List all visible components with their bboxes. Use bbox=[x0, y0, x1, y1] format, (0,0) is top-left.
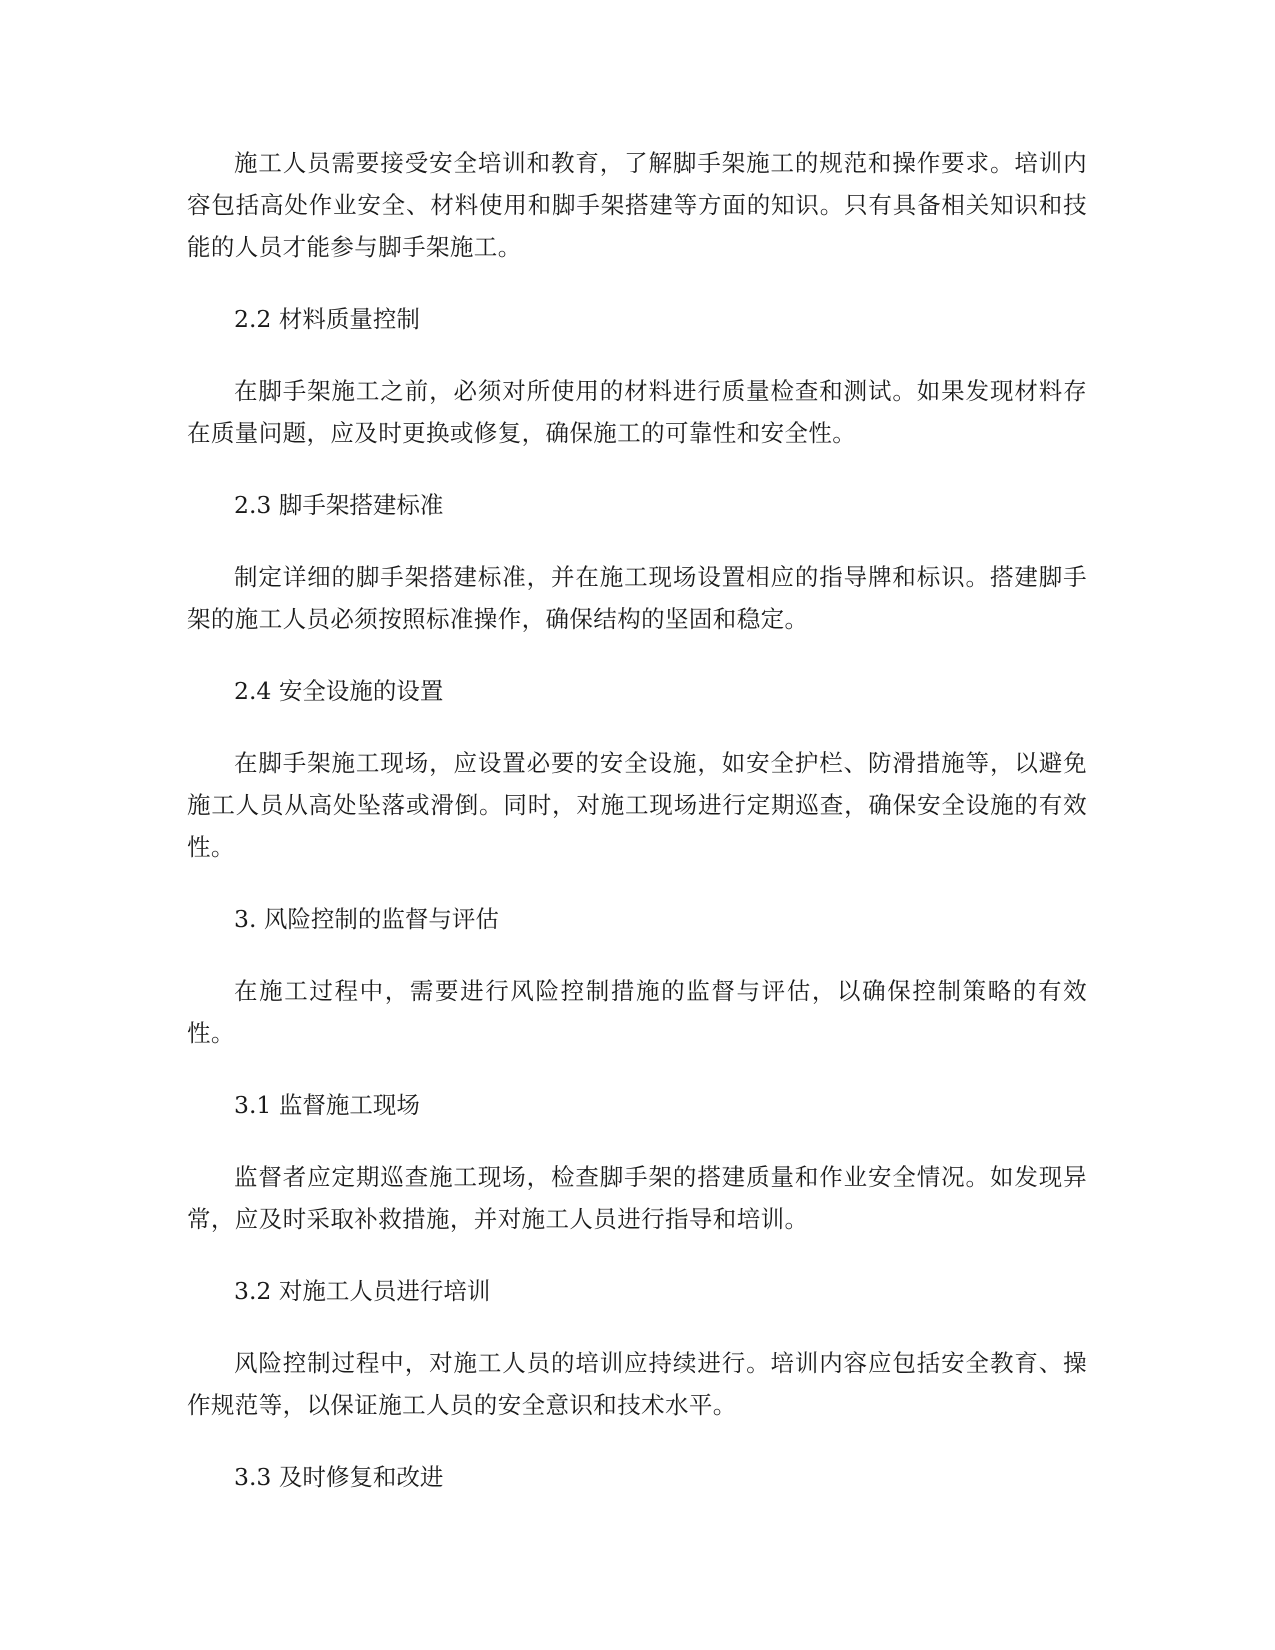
paragraph-material-quality: 在脚手架施工之前，必须对所使用的材料进行质量检查和测试。如果发现材料存在质量问题，应及时更换或修复，确保施工的可靠性和安全性。 bbox=[187, 377, 1087, 447]
paragraph-scaffold-standard: 制定详细的脚手架搭建标准，并在施工现场设置相应的指导牌和标识。搭建脚手架的施工人员必须按照标准操作，确保结构的坚固和稳定。 bbox=[187, 563, 1087, 633]
paragraph-safety-facilities: 在脚手架施工现场，应设置必要的安全设施，如安全护栏、防滑措施等，以避免施工人员从高处坠落或滑倒。同时，对施工现场进行定期巡查，确保安全设施的有效性。 bbox=[187, 749, 1087, 861]
paragraph-risk-monitoring: 在施工过程中，需要进行风险控制措施的监督与评估，以确保控制策略的有效性。 bbox=[187, 977, 1087, 1047]
section-heading-3: 3. 风险控制的监督与评估 bbox=[234, 905, 499, 933]
section-heading-2-3: 2.3 脚手架搭建标准 bbox=[234, 491, 444, 519]
section-heading-3-3: 3.3 及时修复和改进 bbox=[234, 1463, 444, 1491]
section-heading-2-4: 2.4 安全设施的设置 bbox=[234, 677, 444, 705]
section-heading-2-2: 2.2 材料质量控制 bbox=[234, 305, 420, 333]
paragraph-worker-training: 风险控制过程中，对施工人员的培训应持续进行。培训内容应包括安全教育、操作规范等，以保证施工人员的安全意识和技术水平。 bbox=[187, 1349, 1087, 1419]
section-heading-3-2: 3.2 对施工人员进行培训 bbox=[234, 1277, 491, 1305]
paragraph-site-supervision: 监督者应定期巡查施工现场，检查脚手架的搭建质量和作业安全情况。如发现异常，应及时采取补救措施，并对施工人员进行指导和培训。 bbox=[187, 1163, 1087, 1233]
section-heading-3-1: 3.1 监督施工现场 bbox=[234, 1091, 420, 1119]
document-page bbox=[187, 142, 1087, 1528]
paragraph-training: 施工人员需要接受安全培训和教育，了解脚手架施工的规范和操作要求。培训内容包括高处作业安全、材料使用和脚手架搭建等方面的知识。只有具备相关知识和技能的人员才能参与脚手架施工。 bbox=[187, 149, 1087, 261]
